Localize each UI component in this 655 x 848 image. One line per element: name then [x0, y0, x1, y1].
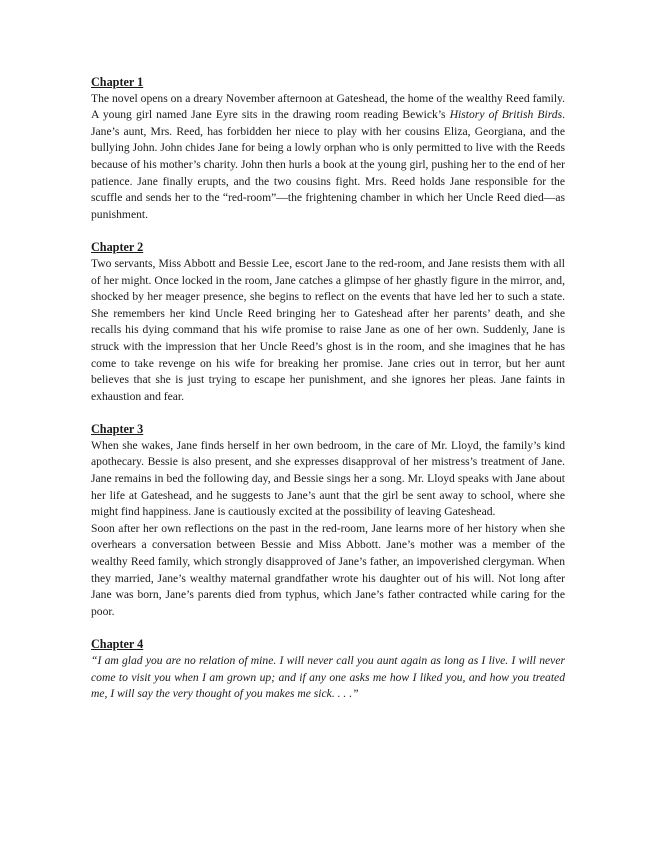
chapter-4-section: [91, 636, 565, 702]
chapter-2-heading: Chapter 2: [91, 240, 144, 255]
chapter-3-section: [91, 421, 565, 620]
document-page: [91, 74, 565, 719]
chapter-3-paragraph-2: Soon after her own reflections on the past in the red-room, Jane learns more of her history when she overhears a conversation between Bessie and Miss Abbott. Jane’s mother was a member of the wealthy Reed family, which strongly disapproved of Jane’s father, an impoverished clergyman. When they married, Jane’s wealthy maternal grandfather wrote his daughter out of his will. Not long after Jane was born, Jane’s parents died from typhus, which Jane’s father contracted while caring for the poor.: [91, 521, 565, 618]
chapter-4-heading: Chapter 4: [91, 637, 144, 652]
chapter-1-paragraph: [91, 91, 565, 224]
chapter-1-heading: Chapter 1: [91, 75, 144, 89]
chapter-2-section: [91, 239, 565, 405]
chapter-4-quote: “I am glad you are no relation of mine. I will never call you aunt again as long as I live. I will never come to visit you when I am grown up; and if any one asks me how I liked you, and how you treated me, I will say the very thought of you makes me sick. . . .”: [91, 654, 565, 701]
chapter-2-paragraph: Two servants, Miss Abbott and Bessie Lee, escort Jane to the red-room, and Jane resists them with all of her might. Once locked in the room, Jane catches a glimpse of her ghastly figure in the mirror, and, shocked by her meager presence, she begins to reflect on the events that have led her to such a state. She remembers her kind Uncle Reed bringing her to Gateshead after her parents’ death, and she recalls his dying command that his wife promise to raise Jane as one of her own. Suddenly, Jane is struck with the impression that her Uncle Reed’s ghost is in the room, and she imagines that he has come to take revenge on his wife for breaking her promise. Jane cries out in terror, but her aunt believes that she is just trying to escape her punishment, and she ignores her pleas. Jane faints in exhaustion and fear.: [91, 256, 565, 403]
chapter-3-paragraph-1: When she wakes, Jane finds herself in her own bedroom, in the care of Mr. Lloyd, the family’s kind apothecary. Bessie is also present, and she expresses disapproval of her mistress’s treatment of Jane. Jane remains in bed the following day, and Bessie sings her a song. Mr. Lloyd speaks with Jane about her life at Gateshead, and he suggests to Jane’s aunt that the girl be sent away to school, where she might find happiness. Jane is cautiously excited at the possibility of leaving Gateshead.: [91, 438, 565, 519]
chapter-1-text-before: The novel opens on a dreary November afternoon at Gateshead, the home of the wealthy Reed family. A young girl named Jane Eyre sits in the drawing room reading Bewick’s: [91, 91, 565, 122]
chapter-1-text-after: . Jane’s aunt, Mrs. Reed, has forbidden her niece to play with her cousins Eliza, Georgiana, and the bullying John. John chides Jane for being a lowly orphan who is only permitted to live with the Reeds because of his mother’s charity. John then hurls a book at the young girl, pushing her to the end of her patience. Jane finally erupts, and the two cousins fight. Mrs. Reed holds Jane responsible for the scuffle and sends her to the “red-room”—the frightening chamber in which her Uncle Reed died—as punishment.: [91, 108, 565, 221]
book-title-italic: History of British Birds: [449, 108, 563, 122]
chapter-1-section: [91, 74, 565, 223]
chapter-3-heading: Chapter 3: [91, 422, 144, 437]
